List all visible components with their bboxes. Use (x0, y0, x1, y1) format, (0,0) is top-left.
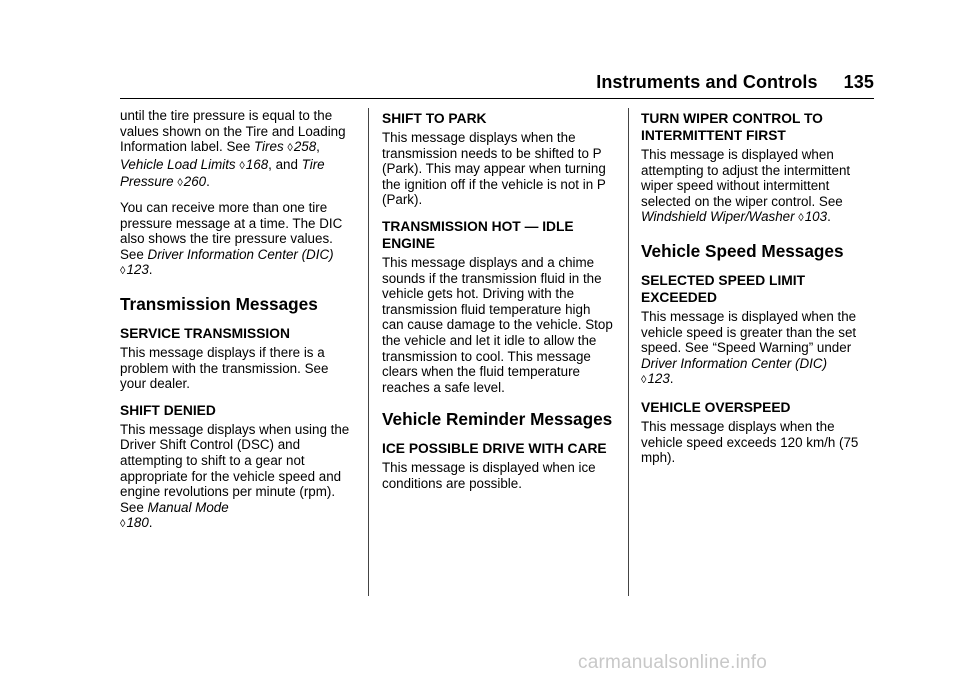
page-ref-168[interactable]: 168 (245, 156, 269, 172)
heading-selected-speed-limit: SELECTED SPEED LIMIT EXCEEDED (641, 272, 806, 305)
page-reference-icon: ◊ (239, 159, 245, 172)
link-tire-pressure[interactable]: Tire Pressure (120, 156, 325, 190)
tire-pressure-paragraph: until the tire pressure is equal to the values shown on the Tire and Loading Information label. See Tires ◊258, Vehicle Load Limits ◊168, and Tire Pressure ◊260. (120, 108, 346, 190)
page-reference-icon: ◊ (641, 374, 647, 387)
column-divider-1 (368, 108, 369, 596)
page-ref-180[interactable]: 180 (126, 515, 149, 531)
selected-speed-limit-text: This message is displayed when the vehicle speed is greater than the set speed. See “Speed Warning” under Driver Information Center (DIC) ◊123. (641, 308, 857, 387)
page-ref-260[interactable]: 260 (183, 174, 207, 190)
heading-ice-possible: ICE POSSIBLE DRIVE WITH CARE (382, 441, 607, 457)
link-vehicle-load-limits[interactable]: Vehicle Load Limits (120, 156, 236, 172)
heading-turn-wiper-control: TURN WIPER CONTROL TO INTERMITTENT FIRST (641, 111, 823, 143)
page-ref-123-speed[interactable]: 123 (647, 371, 670, 387)
page-reference-icon: ◊ (120, 265, 126, 278)
link-windshield-wiper[interactable]: Windshield Wiper/Washer (641, 209, 795, 225)
page-reference-icon: ◊ (177, 177, 183, 190)
service-transmission-text: This message displays if there is a problem with the transmission. See your dealer. (120, 344, 329, 392)
heading-service-transmission: SERVICE TRANSMISSION (120, 325, 290, 341)
link-manual-mode[interactable]: Manual Mode (147, 499, 229, 515)
shift-denied-text: This message displays when using the Driver Shift Control (DSC) and attempting to shift to a gear not appropriate for the vehicle speed and engine revolutions per minute (rpm). See Manual Mode ◊180. (120, 421, 350, 531)
shift-to-park-text: This message displays when the transmission needs to be shifted to P (Park). This may appear when turning the ignition off if the vehicle is not in P (Park). (382, 130, 606, 208)
header-rule (120, 98, 874, 99)
section-title: Instruments and Controls (596, 72, 818, 92)
page-reference-icon: ◊ (287, 142, 293, 155)
column-1 (120, 108, 356, 541)
heading-shift-denied: SHIFT DENIED (120, 402, 216, 418)
heading-vehicle-reminder-messages: Vehicle Reminder Messages (382, 409, 613, 430)
page-header (596, 72, 874, 96)
link-tires[interactable]: Tires (254, 139, 284, 155)
vehicle-overspeed-text: This message displays when the vehicle speed exceeds 120 km/h (75 mph). (641, 418, 859, 466)
turn-wiper-text: This message is displayed when attempting to adjust the intermittent wiper speed without intermittent selected on the wiper control. See Windshield Wiper/Washer ◊103. (641, 147, 851, 225)
page-reference-icon: ◊ (120, 518, 126, 531)
transmission-hot-text: This message displays and a chime sounds if the transmission fluid in the vehicle gets hot. Driving with the transmission fluid temperature high can cause damage to the vehicle. Stop the vehicle and let it idle to allow the transmission to cool. This message clears when the fluid temperature reaches a safe level. (382, 254, 613, 395)
multiple-messages-paragraph: You can receive more than one tire pressure message at a time. The DIC also shows the tire pressure values. See Driver Information Center (DIC) ◊123. (120, 199, 343, 278)
column-divider-2 (628, 108, 629, 596)
heading-transmission-messages: Transmission Messages (120, 293, 318, 314)
watermark: carmanualsonline.info (578, 652, 768, 673)
heading-shift-to-park: SHIFT TO PARK (382, 111, 487, 126)
page-ref-123[interactable]: 123 (126, 262, 149, 278)
page-ref-258[interactable]: 258 (293, 139, 317, 155)
link-dic-speed[interactable]: Driver Information Center (DIC) (641, 355, 828, 371)
column-2 (382, 108, 614, 500)
column-3 (641, 108, 879, 474)
page-reference-icon: ◊ (798, 212, 804, 225)
heading-vehicle-overspeed: VEHICLE OVERSPEED (641, 399, 791, 415)
heading-vehicle-speed-messages: Vehicle Speed Messages (641, 240, 844, 261)
heading-transmission-hot: TRANSMISSION HOT — IDLE ENGINE (382, 218, 574, 251)
ice-possible-text: This message is displayed when ice conditions are possible. (382, 460, 596, 491)
page-number: 135 (843, 72, 874, 92)
link-dic[interactable]: Driver Information Center (DIC) (147, 246, 334, 262)
page-ref-103[interactable]: 103 (804, 209, 828, 225)
